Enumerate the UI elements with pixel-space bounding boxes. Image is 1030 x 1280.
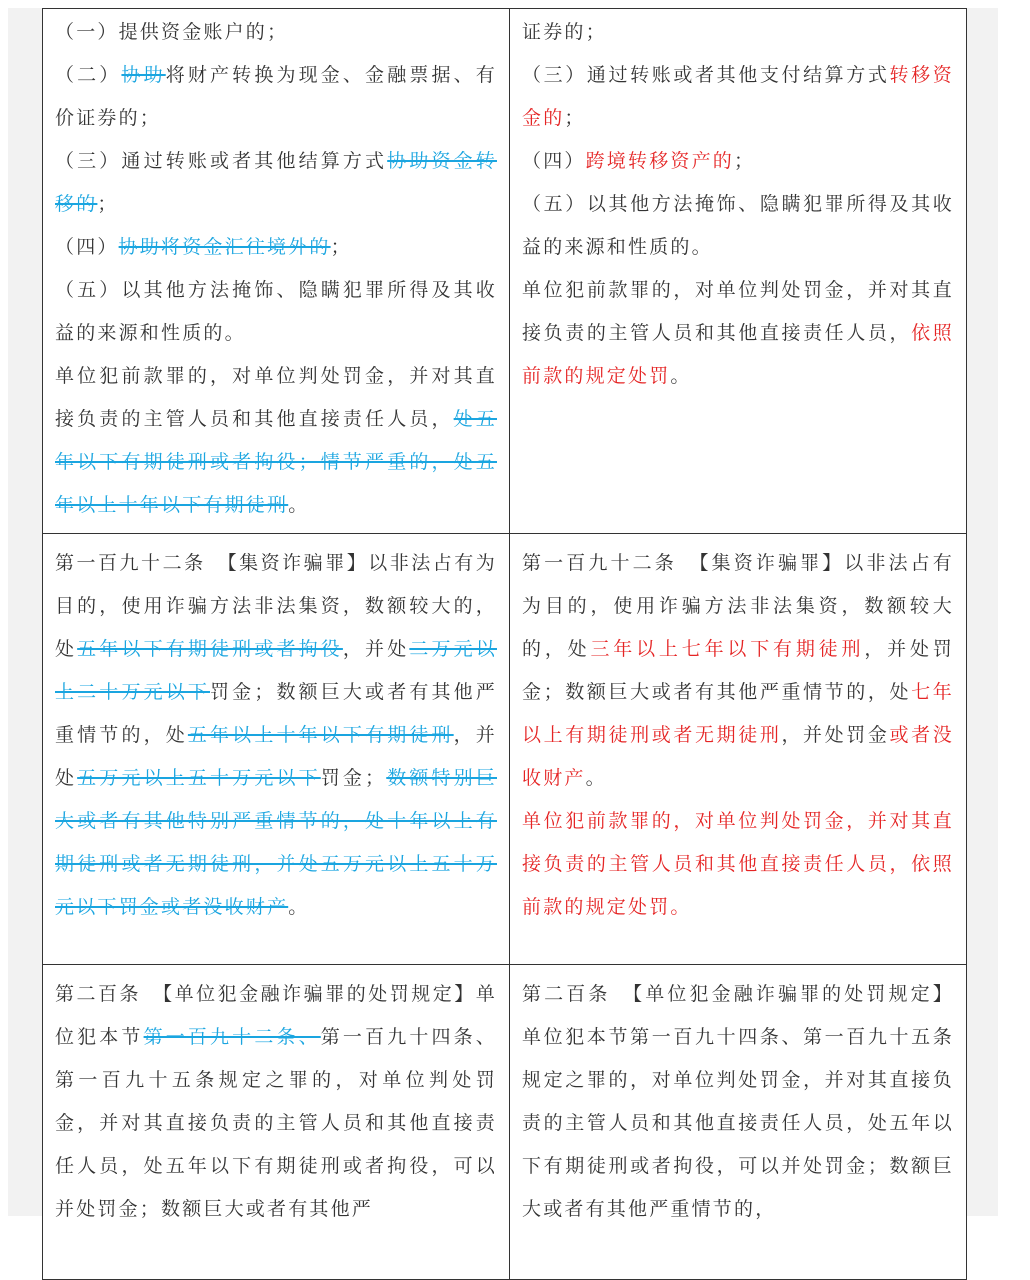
text-segment: （四） <box>522 150 586 172</box>
deleted-text: 五年以上十年以下有期徒刑 <box>187 724 454 746</box>
text-segment: （二） <box>55 64 122 86</box>
added-text: 转移资金的 <box>522 64 954 129</box>
table-row <box>43 965 967 1280</box>
paragraph <box>522 54 954 140</box>
paragraph <box>55 973 497 1231</box>
paragraph <box>522 11 954 54</box>
amended-text-cell <box>510 9 967 534</box>
text-segment: 将财产转换为现金、金融票据、有价证券的； <box>55 64 497 129</box>
added-text: 三年以上七年以下有期徒刑 <box>590 638 865 660</box>
deleted-text: 第一百九十二条、 <box>143 1026 321 1048</box>
paragraph <box>522 542 954 800</box>
text-segment: （三）通过转账或者其他结算方式 <box>55 150 388 172</box>
paragraph <box>522 973 954 1231</box>
deleted-text: 五万元以上五十万元以下 <box>77 767 321 789</box>
text-segment: 第二百条 【单位犯金融诈骗罪的处罚规定】单位犯本节 <box>55 983 497 1048</box>
paragraph <box>55 355 497 527</box>
text-segment: 第二百条 【单位犯金融诈骗罪的处罚规定】单位犯本节第一百九十四条、第一百九十五条规定之罪的，对单位判处罚金，并对其直接负责的主管人员和其他直接责任人员，处五年以下有期徒刑或者拘役，可以并处罚金；数额巨大或者有其他严重情节的， <box>522 983 954 1220</box>
text-segment: ； <box>734 150 756 172</box>
text-segment: ； <box>330 236 352 258</box>
paragraph <box>522 183 954 269</box>
text-segment: 单位犯前款罪的，对单位判处罚金，并对其直接负责的主管人员和其他直接责任人员， <box>55 365 497 430</box>
added-text: 依照前款的规定处罚 <box>522 322 954 387</box>
text-segment: （四） <box>55 236 119 258</box>
paragraph <box>522 140 954 183</box>
text-segment: ； <box>564 107 586 129</box>
deleted-text: 处五年以下有期徒刑或者拘役；情节严重的，处五年以上十年以下有期徒刑 <box>55 408 497 516</box>
text-segment: 证券的； <box>522 21 607 43</box>
text-segment: 罚金； <box>320 767 387 789</box>
deleted-text: 数额特别巨大或者有其他特别严重情节的，处十年以上有期徒刑或者无期徒刑，并处五万元以上五十万元以下罚金或者没收财产 <box>55 767 497 918</box>
added-text: 单位犯前款罪的，对单位判处罚金，并对其直接负责的主管人员和其他直接责任人员，依照前款的规定处罚。 <box>522 810 954 918</box>
text-segment: （一）提供资金账户的； <box>55 21 289 43</box>
original-text-cell <box>43 9 510 534</box>
text-segment: ； <box>97 193 119 215</box>
added-text: 七年以上有期徒刑或者无期徒刑 <box>522 681 954 746</box>
paragraph <box>522 800 954 929</box>
text-segment: 罚金；数额巨大或者有其他严重情节的，处 <box>55 681 497 746</box>
paragraph <box>55 140 497 226</box>
added-text: 或者没收财产 <box>522 724 954 789</box>
paragraph <box>55 542 497 929</box>
table-row <box>43 534 967 965</box>
text-segment: ，并处罚金 <box>781 724 890 746</box>
added-text: 跨境转移资产的 <box>585 150 735 172</box>
deleted-text: 协助资金转移的 <box>55 150 497 215</box>
table-row <box>43 9 967 534</box>
paragraph <box>55 11 497 54</box>
deleted-text: 二万元以上二十万元以下 <box>55 638 497 703</box>
deleted-text: 五年以下有期徒刑或者拘役 <box>77 638 343 660</box>
original-text-cell <box>43 965 510 1280</box>
paragraph <box>55 54 497 140</box>
text-segment: ，并处 <box>55 724 498 789</box>
deleted-text: 协助将资金汇往境外的 <box>118 236 331 258</box>
text-segment: （三）通过转账或者其他支付结算方式 <box>522 64 890 86</box>
text-segment: 。 <box>670 365 692 387</box>
text-segment: 。 <box>288 896 310 918</box>
paragraph <box>55 226 497 269</box>
original-text-cell <box>43 534 510 965</box>
paragraph <box>522 269 954 398</box>
text-segment: 第一百九十二条 【集资诈骗罪】以非法占有为目的，使用诈骗方法非法集资，数额较大的，处 <box>522 552 954 660</box>
deleted-text: 协助 <box>121 64 166 86</box>
paragraph <box>55 269 497 355</box>
text-segment: 单位犯前款罪的，对单位判处罚金，并对其直接负责的主管人员和其他直接责任人员， <box>522 279 954 344</box>
text-segment: 。 <box>585 767 607 789</box>
text-segment: （五）以其他方法掩饰、隐瞒犯罪所得及其收益的来源和性质的。 <box>522 193 954 258</box>
law-comparison-table <box>42 8 967 1280</box>
text-segment: ，并处 <box>342 638 410 660</box>
amended-text-cell <box>510 965 967 1280</box>
text-segment: 。 <box>288 494 310 516</box>
text-segment: 第一百九十二条 【集资诈骗罪】以非法占有为目的，使用诈骗方法非法集资，数额较大的，处 <box>55 552 497 660</box>
text-segment: 第一百九十四条、第一百九十五条规定之罪的，对单位判处罚金，并对其直接负责的主管人员和其他直接责任人员，处五年以下有期徒刑或者拘役，可以并处罚金；数额巨大或者有其他严 <box>55 1026 497 1220</box>
text-segment: ，并处罚金；数额巨大或者有其他严重情节的，处 <box>522 638 954 703</box>
text-segment: （五）以其他方法掩饰、隐瞒犯罪所得及其收益的来源和性质的。 <box>55 279 497 344</box>
amended-text-cell <box>510 534 967 965</box>
